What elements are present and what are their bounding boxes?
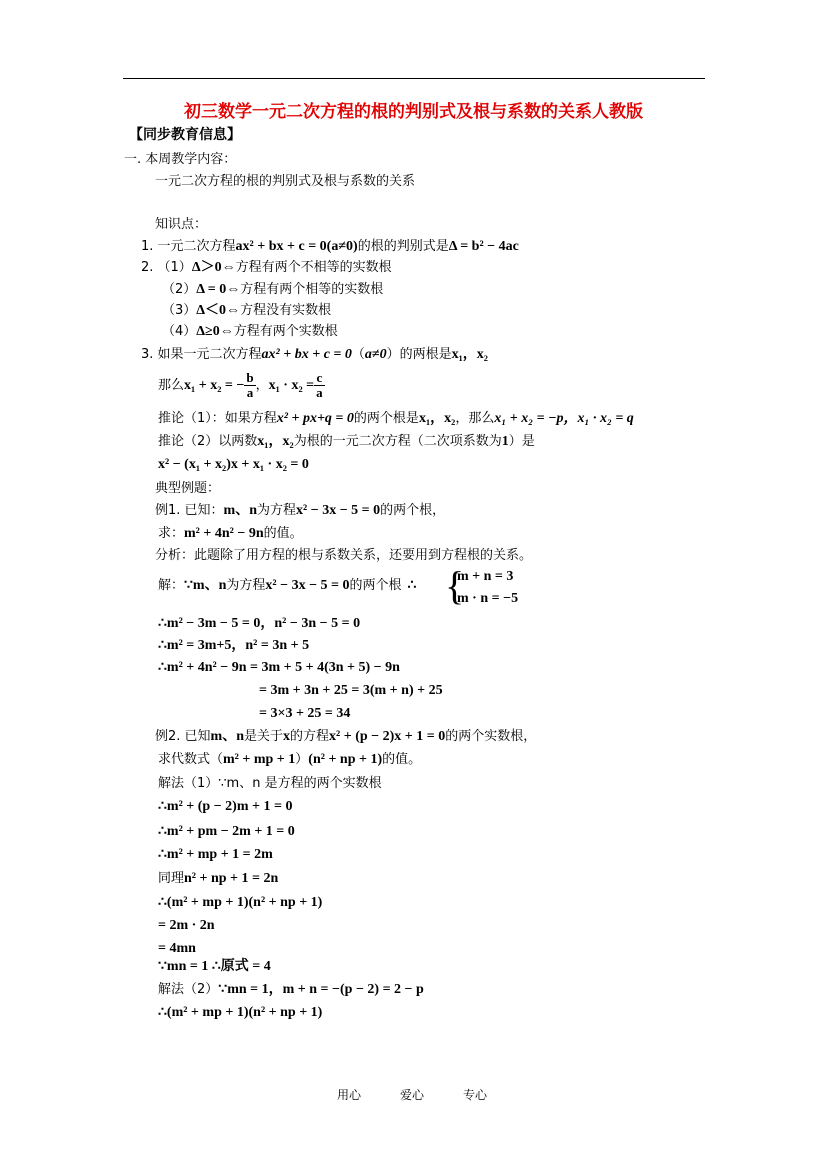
example-1-question [158, 525, 303, 543]
example-1-prefix: 例1. 已知： [155, 503, 224, 518]
corollary-2-equation: x² − (x₁ + x₂)x + x₁ · x₂ = 0 [158, 457, 309, 472]
footer-text-3: 专心 [463, 1088, 488, 1102]
knowledge-label: 知识点： [155, 217, 208, 232]
corollary-2-end: ）是 [508, 434, 535, 449]
comma: ， [255, 378, 269, 393]
corollary-1-roots: x₁，x₂ [418, 411, 456, 426]
example-2-step-3: ∴m² + mp + 1 = 2m [158, 847, 273, 862]
kp1-discriminant: Δ = b² − 4ac [448, 239, 519, 254]
example-1-question-prefix: 求： [158, 526, 185, 541]
example-2-prefix: 例2. 已知 [155, 729, 211, 744]
example-2-question-prefix: 求代数式（ [158, 752, 224, 767]
page-title: 初三数学一元二次方程的根的判别式及根与系数的关系人教版 [184, 102, 643, 122]
header-rule [123, 78, 705, 79]
knowledge-point-1 [141, 238, 519, 256]
kp3-paren-close: ）的两根是 [386, 347, 452, 362]
example-1-solution-start [158, 577, 416, 595]
kp3-condition: a≠0 [364, 347, 387, 362]
section-1-heading: 一. 本周教学内容： [124, 152, 237, 167]
example-1-end: 的两个根， [380, 503, 446, 518]
example-2-step-6: = 2m · 2n [158, 918, 215, 933]
fraction-c-denominator: a [316, 385, 323, 400]
kp2-1-index: 2. （1） [141, 260, 192, 275]
kp1-prefix: 1. 一元二次方程 [141, 239, 236, 254]
kp3-roots: x₁，x₂ [451, 347, 489, 362]
example-1-expression: m² + 4n² − 9n [184, 526, 264, 541]
knowledge-point-3 [141, 346, 488, 364]
example-1-variables: m、n [223, 503, 257, 518]
example-2-method-2-prefix: 解法（2） [158, 982, 219, 997]
corollary-1-result: x₁ + x₂ = −p，x₁ · x₂ = q [494, 411, 634, 426]
example-2-question-end: 的值。 [382, 752, 422, 767]
kp2-2-text: 方程有两个相等的实数根 [240, 282, 384, 297]
example-2-similarly: 同理 [158, 871, 185, 886]
fraction-c-numerator: c [314, 371, 325, 386]
example-1-solution-end: 的两个根 [349, 578, 402, 593]
example-2-factor-2: (n² + np + 1) [308, 752, 383, 767]
knowledge-point-2-1 [141, 259, 392, 277]
knowledge-point-2-4 [162, 323, 338, 341]
fraction-b-over-a [244, 371, 255, 400]
kp2-1-text: 方程有两个不相等的实数根 [235, 260, 392, 275]
example-2-step-1: ∴m² + (p − 2)m + 1 = 0 [158, 799, 293, 814]
kp2-4-index: （4） [162, 324, 197, 339]
example-1-solution-prefix: 解： [158, 578, 185, 593]
kp3-prefix: 3. 如果一元二次方程 [141, 347, 262, 362]
kp2-3-condition: Δ＜0⇔ [196, 303, 241, 318]
example-2-statement [155, 728, 536, 746]
corollary-2-roots: x₁，x₂ [257, 434, 294, 449]
example-1-step-3: ∴m² + 4n² − 9n = 3m + 5 + 4(3n + 5) − 9n [158, 660, 400, 675]
example-2-step-5: ∴(m² + mp + 1)(n² + np + 1) [158, 895, 323, 910]
example-2-variables: m、n [210, 729, 244, 744]
example-2-end: 的两个实数根， [445, 729, 537, 744]
fraction-b-numerator: b [246, 370, 254, 385]
section-1-topic: 一元二次方程的根的判别式及根与系数的关系 [155, 174, 416, 189]
vieta-relations [158, 371, 325, 400]
footer-text-2: 爱心 [400, 1088, 425, 1102]
therefore-symbol: ∴ [407, 578, 417, 593]
knowledge-point-2-2 [162, 281, 383, 299]
kp2-1-condition: Δ＞0⇔ [191, 260, 236, 275]
fraction-b-denominator: a [246, 385, 254, 400]
example-2-x: x [283, 729, 291, 744]
sum-of-roots: x₁ + x₂ = − [184, 378, 245, 393]
corollary-2-prefix: 推论（2）以两数 [158, 434, 258, 449]
kp2-2-index: （2） [162, 282, 197, 297]
example-2-question [158, 751, 421, 769]
example-1-step-4: = 3m + 3n + 25 = 3(m + n) + 25 [259, 683, 443, 698]
example-1-solution-variables: ∵m、n [184, 578, 227, 593]
example-2-step-4 [158, 870, 278, 888]
example-1-question-end: 的值。 [263, 526, 303, 541]
product-of-roots: x₁ · x₂ = [268, 378, 315, 393]
example-2-method-2 [158, 981, 424, 999]
example-1-step-1: ∴m² − 3m − 5 = 0，n² − 3n − 5 = 0 [158, 616, 361, 631]
kp2-3-index: （3） [162, 303, 197, 318]
example-1-step-5: = 3×3 + 25 = 34 [259, 706, 351, 721]
kp3-equation: ax² + bx + c = 0 [261, 347, 352, 362]
example-2-paren: ） [295, 752, 309, 767]
corollary-1-middle: 的两个根是 [353, 411, 419, 426]
kp1-middle: 的根的判别式是 [357, 239, 449, 254]
corollary-1 [158, 410, 634, 428]
system-equation-2: m · n = −5 [457, 591, 519, 606]
example-2-factor-1: m² + mp + 1 [223, 752, 296, 767]
then-prefix: 那么 [158, 378, 185, 393]
corollary-1-prefix: 推论（1）：如果方程 [158, 411, 277, 426]
kp3-paren-open: （ [351, 347, 365, 362]
footer-text-1: 用心 [337, 1088, 362, 1102]
example-2-method-2-relations: ∵mn = 1，m + n = −(p − 2) = 2 − p [218, 982, 424, 997]
system-equation-1: m + n = 3 [457, 569, 514, 584]
example-2-middle: 是关于 [244, 729, 284, 744]
example-2-equation: x² + (p − 2)x + 1 = 0 [329, 729, 446, 744]
section-header: 【同步教育信息】 [129, 127, 241, 143]
knowledge-point-2-3 [162, 302, 331, 320]
kp2-4-condition: Δ≥0⇔ [196, 324, 234, 339]
example-1-analysis: 分析：此题除了用方程的根与系数关系，还要用到方程根的关系。 [155, 548, 533, 563]
corollary-2-coefficient: 1 [501, 434, 509, 449]
example-1-middle: 为方程 [257, 503, 297, 518]
example-1-step-2: ∴m² = 3m+5，n² = 3n + 5 [158, 638, 310, 653]
example-2-step-4-equation: n² + np + 1 = 2n [184, 871, 279, 886]
example-1-solution-middle: 为方程 [226, 578, 266, 593]
corollary-2-middle: 为根的一元二次方程（二次项系数为 [293, 434, 502, 449]
example-2-step-2: ∴m² + pm − 2m + 1 = 0 [158, 824, 295, 839]
example-2-step-8: ∵mn = 1 ∴原式 = 4 [158, 959, 271, 974]
corollary-2 [158, 433, 535, 451]
example-1-solution-equation: x² − 3x − 5 = 0 [265, 578, 350, 593]
corollary-1-equation: x² + px+q = 0 [276, 411, 354, 426]
fraction-c-over-a [314, 371, 325, 400]
system-brace: { [445, 563, 465, 608]
examples-label: 典型例题： [155, 481, 221, 496]
example-1-equation: x² − 3x − 5 = 0 [296, 503, 381, 518]
kp1-equation: ax² + bx + c = 0(a≠0) [235, 239, 358, 254]
example-1-statement [155, 502, 445, 520]
kp2-4-text: 方程有两个实数根 [233, 324, 338, 339]
kp2-2-condition: Δ = 0⇔ [196, 282, 241, 297]
example-2-step-7: = 4mn [158, 941, 196, 956]
example-2-method-2-step: ∴(m² + mp + 1)(n² + np + 1) [158, 1005, 323, 1020]
corollary-1-then: ，那么 [455, 411, 495, 426]
example-2-method-1: 解法（1）∵m、n 是方程的两个实数根 [158, 776, 382, 791]
example-2-middle-2: 的方程 [290, 729, 330, 744]
kp2-3-text: 方程没有实数根 [240, 303, 332, 318]
